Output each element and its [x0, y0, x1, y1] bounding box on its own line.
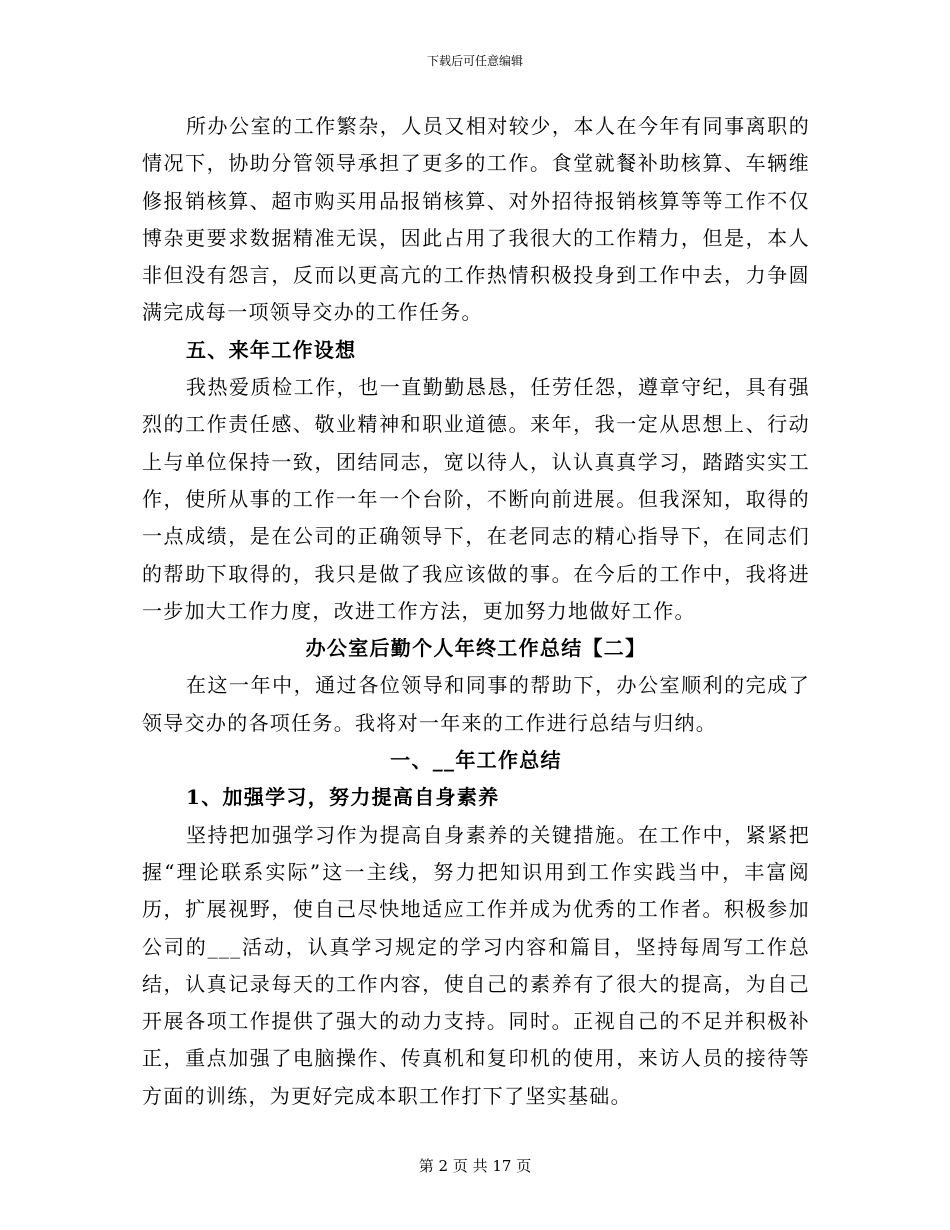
subsection-heading-study: 1、加强学习，努力提高自身素养	[186, 785, 500, 810]
paragraph-workload: 所办公室的工作繁杂，人员又相对较少，本人在今年有同事离职的情况下，协助分管领导承担了更多的工作。食堂就餐补助核算、车辆维修报销核算、超市购买用品报销核算、对外招待报销核算等等工作不仅博杂更要求数据精准无误，因此占用了我很大的工作精力，但是，本人非但没有怨言，反而以更高亢的工作热情积极投身到工作中去，力争圆满完成每一项领导交办的工作任务。	[142, 114, 810, 325]
document-title-part-two: 办公室后勤个人年终工作总结【二】	[305, 636, 647, 661]
page-header: 下载后可任意编辑	[426, 54, 523, 68]
paragraph-next-year-plan: 我热爱质检工作，也一直勤勤恳恳，任劳任怨，遵章守纪，具有强烈的工作责任感、敬业精神和职业道德。来年，我一定从思想上、行动上与单位保持一致，团结同志，宽以待人，认认真真学习，踏踏实实工作，使所从事的工作一年一个台阶，不断向前进展。但我深知，取得的一点成绩，是在公司的正确领导下，在老同志的精心指导下，在同志们的帮助下取得的，我只是做了我应该做的事。在今后的工作中，我将进一步加大工作力度，改进工作方法，更加努力地做好工作。	[142, 375, 810, 623]
section-heading-next-year-plan: 五、来年工作设想	[186, 337, 357, 362]
document-body	[142, 108, 810, 1115]
section-heading-year-summary: 一、__年工作总结	[390, 748, 562, 773]
paragraph-intro-part-two: 在这一年中，通过各位领导和同事的帮助下，办公室顺利的完成了领导交办的各项任务。我将对一年来的工作进行总结与归纳。	[142, 673, 810, 735]
paragraph-study: 坚持把加强学习作为提高自身素养的关键措施。在工作中，紧紧把握“理论联系实际”这一主线，努力把知识用到工作实践当中，丰富阅历，扩展视野，使自己尽快地适应工作并成为优秀的工作者。积极参加公司的___活动，认真学习规定的学习内容和篇目，坚持每周写工作总结，认真记录每天的工作内容，使自己的素养有了很大的提高，为自己开展各项工作提供了强大的动力支持。同时。正视自己的不足并积极补正，重点加强了电脑操作、传真机和复印机的使用，来访人员的接待等方面的训练，为更好完成本职工作打下了坚实基础。	[142, 822, 810, 1108]
page-number-footer: 第 2 页 共 17 页	[418, 1157, 532, 1175]
